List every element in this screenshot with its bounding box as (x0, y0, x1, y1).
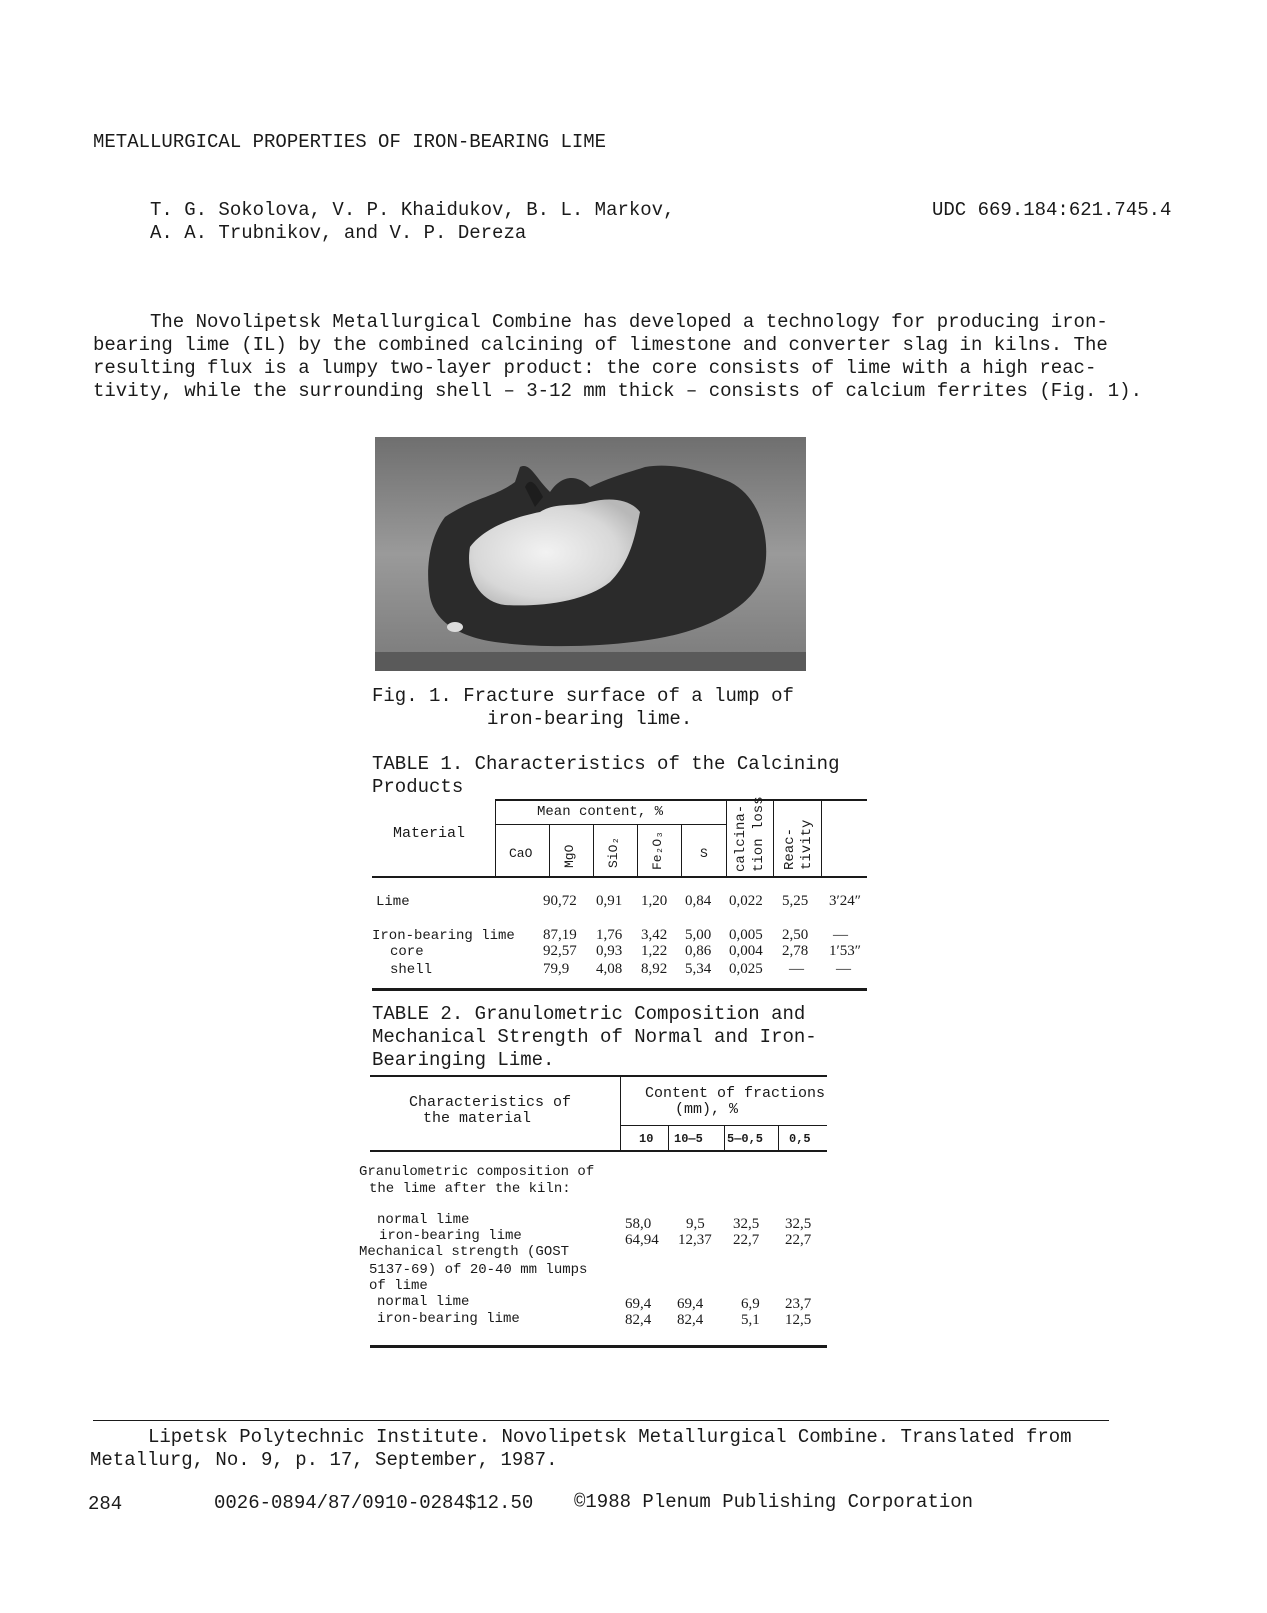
t2-row-label: normal lime (377, 1212, 470, 1228)
t1-cell: 8,92 (641, 961, 668, 977)
t2-header-characteristics-cont: the material (423, 1110, 532, 1127)
t2-cell: 82,4 (625, 1312, 652, 1328)
t1-cell: 2,78 (782, 943, 809, 959)
t2-cell: 5,1 (741, 1312, 760, 1328)
intro-line-2: bearing lime (IL) by the combined calcining of limestone and converter slag in kilns. The (93, 334, 1108, 356)
footnote-line-2: Metallurg, No. 9, p. 17, September, 1987. (90, 1449, 558, 1471)
t2-cell: 9,5 (686, 1216, 705, 1232)
t1-col-fe2o3: Fe₂O₃ (650, 830, 665, 870)
page-number: 284 (88, 1493, 123, 1515)
t1-row-label: core (390, 944, 424, 960)
t1-cell: 0,025 (729, 961, 763, 977)
intro-line-4: tivity, while the surrounding shell – 3-12 mm thick – consists of calcium ferrites (Fig. 1). (93, 380, 1142, 402)
article-code: 0026-0894/87/0910-0284$12.50 (214, 1492, 534, 1514)
t1-cell: 87,19 (543, 927, 577, 943)
t2-cell: 22,7 (733, 1232, 760, 1248)
t2-section-2: Mechanical strength (GOST (359, 1244, 570, 1260)
t1-col-sio2: SiO₂ (606, 836, 621, 868)
footnote-line-1: Lipetsk Polytechnic Institute. Novolipetsk Metallurgical Combine. Translated from (148, 1426, 1072, 1448)
t1-col-reactivity-1: Reac- (782, 827, 798, 870)
t1-cell: 0,91 (596, 893, 623, 909)
footnote-rule (93, 1420, 1109, 1421)
t2-section-1: Granulometric composition of (359, 1164, 595, 1180)
intro-line-1: The Novolipetsk Metallurgical Combine has developed a technology for producing iron- (150, 311, 1108, 333)
intro-line-3: resulting flux is a lumpy two-layer product: the core consists of lime with a high reac- (93, 357, 1097, 379)
t1-row-label: Iron-bearing lime (372, 928, 515, 944)
t2-cell: 22,7 (785, 1232, 812, 1248)
t1-col-calcination-2: tion loss (751, 796, 767, 872)
t1-cell: — (789, 961, 804, 977)
t1-cell: 0,93 (596, 943, 623, 959)
t2-row-label: normal lime (377, 1294, 470, 1310)
t2-cell: 12,5 (785, 1312, 812, 1328)
t2-row-label: iron-bearing lime (377, 1311, 520, 1327)
figure-1-caption-cont: iron-bearing lime. (487, 708, 693, 730)
t1-cell: 0,86 (685, 943, 712, 959)
t2-row-label: iron-bearing lime (379, 1228, 522, 1244)
figure-1-photo (375, 437, 806, 671)
t1-cell: 0,004 (729, 943, 763, 959)
t2-cell: 32,5 (785, 1216, 812, 1232)
t1-row-label: shell (390, 962, 433, 978)
t1-cell: 1,20 (641, 893, 668, 909)
table-2-caption-cont: Bearinging Lime. (372, 1049, 555, 1071)
t1-cell: — (836, 961, 851, 977)
t2-cell: 69,4 (677, 1296, 704, 1312)
t2-col-05: 0,5 (789, 1132, 811, 1146)
t2-cell: 69,4 (625, 1296, 652, 1312)
authors-line-2: A. A. Trubnikov, and V. P. Dereza (150, 222, 527, 244)
t1-header-mean-content: Mean content, % (537, 804, 664, 820)
t2-cell: 32,5 (733, 1216, 760, 1232)
t2-col-10-5: 10—5 (674, 1132, 703, 1146)
t2-cell: 64,94 (625, 1232, 659, 1248)
authors-line-1: T. G. Sokolova, V. P. Khaidukov, B. L. Markov, (150, 199, 675, 221)
t1-cell: 5,00 (685, 927, 712, 943)
t1-row-label: Lime (376, 894, 410, 910)
t1-col-reactivity-2: tivity (799, 819, 815, 870)
t1-cell: 5,25 (782, 893, 809, 909)
table-2-caption-cont: Mechanical Strength of Normal and Iron- (372, 1026, 817, 1048)
t2-section-2-cont: of lime (369, 1278, 428, 1294)
t2-cell: 23,7 (785, 1296, 812, 1312)
t1-cell: 1,76 (596, 927, 623, 943)
t1-col-cao: CaO (509, 846, 533, 861)
t2-cell: 82,4 (677, 1312, 704, 1328)
t1-cell: 1,22 (641, 943, 668, 959)
t1-cell: 0,022 (729, 893, 763, 909)
t1-col-calcination-1: calcina- (733, 804, 749, 872)
t1-cell: 92,57 (543, 943, 577, 959)
table-2-caption: TABLE 2. Granulometric Composition and (372, 1003, 806, 1025)
table-1-caption-cont: Products (372, 776, 464, 798)
figure-1-caption: Fig. 1. Fracture surface of a lump of (372, 685, 794, 707)
t1-col-mgo: MgO (562, 844, 577, 868)
t1-cell: 3′24″ (829, 893, 862, 909)
t2-section-2-cont: 5137-69) of 20-40 mm lumps (369, 1262, 588, 1278)
t2-cell: 12,37 (678, 1232, 712, 1248)
t1-cell: 90,72 (543, 893, 577, 909)
t1-cell: 5,34 (685, 961, 712, 977)
t1-cell: — (833, 927, 848, 943)
t2-header-content: Content of fractions (645, 1085, 826, 1102)
t2-cell: 58,0 (625, 1216, 652, 1232)
t2-header-content-cont: (mm), % (675, 1101, 739, 1118)
t2-header-characteristics: Characteristics of (409, 1094, 572, 1111)
t2-col-10: 10 (639, 1132, 654, 1146)
t1-header-material: Material (393, 825, 466, 842)
t2-section-1-cont: the lime after the kiln: (369, 1181, 571, 1197)
t1-cell: 2,50 (782, 927, 809, 943)
t1-cell: 0,84 (685, 893, 712, 909)
t1-cell: 0,005 (729, 927, 763, 943)
t1-cell: 4,08 (596, 961, 623, 977)
t1-cell: 1′53″ (829, 943, 862, 959)
t1-cell: 3,42 (641, 927, 668, 943)
t1-col-s: S (700, 846, 708, 861)
paper-title: METALLURGICAL PROPERTIES OF IRON-BEARING LIME (93, 131, 607, 153)
t2-col-5-05: 5—0,5 (727, 1132, 764, 1146)
t2-cell: 6,9 (741, 1296, 760, 1312)
udc-code: UDC 669.184:621.745.4 (932, 199, 1172, 221)
table-1-caption: TABLE 1. Characteristics of the Calcining (372, 753, 840, 775)
t1-cell: 79,9 (543, 961, 570, 977)
copyright: ©1988 Plenum Publishing Corporation (574, 1491, 974, 1513)
